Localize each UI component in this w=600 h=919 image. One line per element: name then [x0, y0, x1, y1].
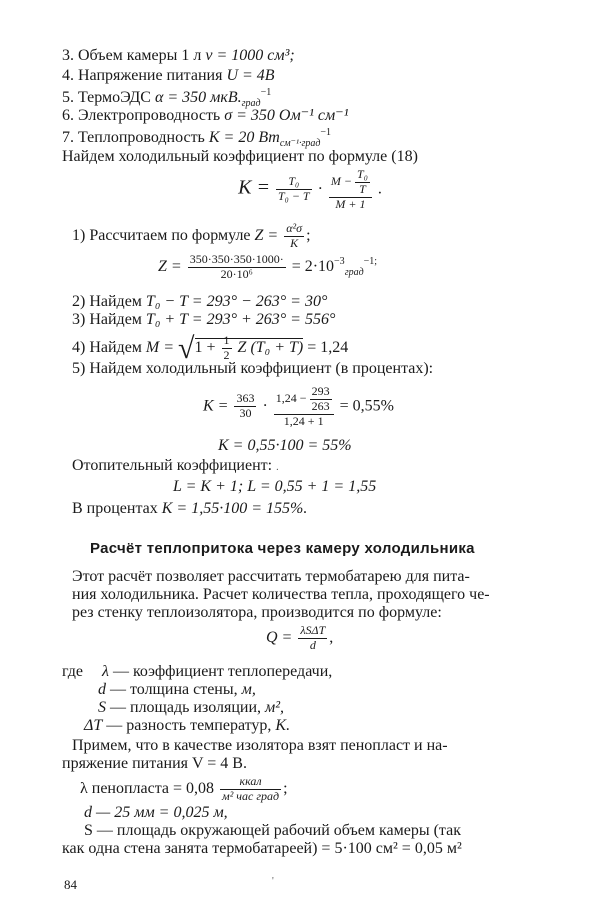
paragraph-line: ния холодильника. Расчет количества тепла, проходящего че-	[72, 586, 490, 603]
list-item-3: 3. Объем камеры 1 л v = 1000 см³;	[62, 47, 295, 64]
step-1: 1) Рассчитаем по формуле Z = $\frac{\text{α²σ}}{K}$ ;	[72, 221, 311, 250]
where-label: где	[62, 663, 84, 680]
step-3: 3) Найдем T₀ + T = 293° + 263° = 556°	[72, 311, 336, 328]
heating-coefficient-label: Отопительный коэффициент: .	[72, 457, 279, 474]
list-item-6: 6. Электропроводность σ = 350 Ом⁻¹ см⁻¹	[62, 107, 349, 124]
formula-k-100: K = 0,55·100 = 55%	[218, 437, 352, 454]
speck: '	[272, 876, 274, 887]
list-item-7: 7. Теплопроводность K = 20 $Вт_{см^{-1}\cdot град}^{-1}$	[62, 127, 332, 149]
section-heading: Расчёт теплопритока через камеру холодильника	[90, 540, 475, 557]
cold-coefficient-intro: Найдем холодильный коэффициент по формуле (18)	[62, 148, 418, 165]
s-line: как одна стена занята термобатареей) = 5·100 см² = 0,05 м²	[62, 840, 462, 857]
formula-k-percent: K = $\frac{363}{30}$ · 1,24 − $\frac{293}{263}$ 1,24 + 1 = 0,55%	[203, 384, 394, 428]
paragraph-line: рез стенку теплоизолятора, производится по формуле:	[72, 604, 442, 621]
paragraph-line: Этот расчёт позволяет рассчитать термобатарею для пита-	[72, 568, 470, 585]
formula-l: L = K + 1; L = 0,55 + 1 = 1,55	[173, 478, 377, 495]
formula-k: K = $\frac{\text{T₀}}{\text{T₀ − T}}$ · M − $\frac{\text{T₀}}{T}$ M + 1 .	[238, 167, 382, 211]
definition-lambda: λ — коэффициент теплопередачи,	[102, 663, 333, 680]
d-line: d — 25 мм = 0,025 м,	[84, 804, 228, 821]
step-2: 2) Найдем T₀ − T = 293° − 263° = 30°	[72, 293, 328, 310]
page-number: 84	[64, 877, 77, 892]
percent-line: В процентах K = 1,55·100 = 155%.	[72, 500, 308, 517]
step-5: 5) Найдем холодильный коэффициент (в процентах):	[72, 360, 434, 377]
definition-s: S — площадь изоляции, м²,	[98, 699, 285, 716]
formula-q: Q = $\frac{\text{λSΔT}}{d}$ ,	[266, 623, 334, 652]
step-4: 4) Найдем M = √1 + $\frac{1}{2}$ Z (T₀ + T) = 1,24	[72, 332, 349, 365]
lambda-line: λ пенопласта = 0,08 $\frac{\text{ккал}}{\text{м² час град}}$ ;	[80, 774, 288, 803]
example-line: пряжение питания V = 4 В.	[62, 755, 247, 772]
example-line: Примем, что в качестве изолятора взят пенопласт и на-	[72, 737, 448, 754]
formula-z: Z = $\frac{350\cdot 350\cdot 350\cdot 1000\cdot}{\text{20·10⁶}}$ = $2\cdot 10^{-3}_{град}^{-1;}$	[158, 252, 378, 281]
definition-delta-t: ΔT — разность температур, K.	[84, 717, 291, 734]
definition-d: d — толщина стены, м,	[98, 681, 256, 698]
list-item-5: 5. ТермоЭДС α = 350 $мкВ._{град}^{-1}$	[62, 87, 272, 109]
s-line: S — площадь окружающей рабочий объем камеры (так	[84, 822, 461, 839]
list-item-4: 4. Напряжение питания U = 4В	[62, 67, 275, 84]
